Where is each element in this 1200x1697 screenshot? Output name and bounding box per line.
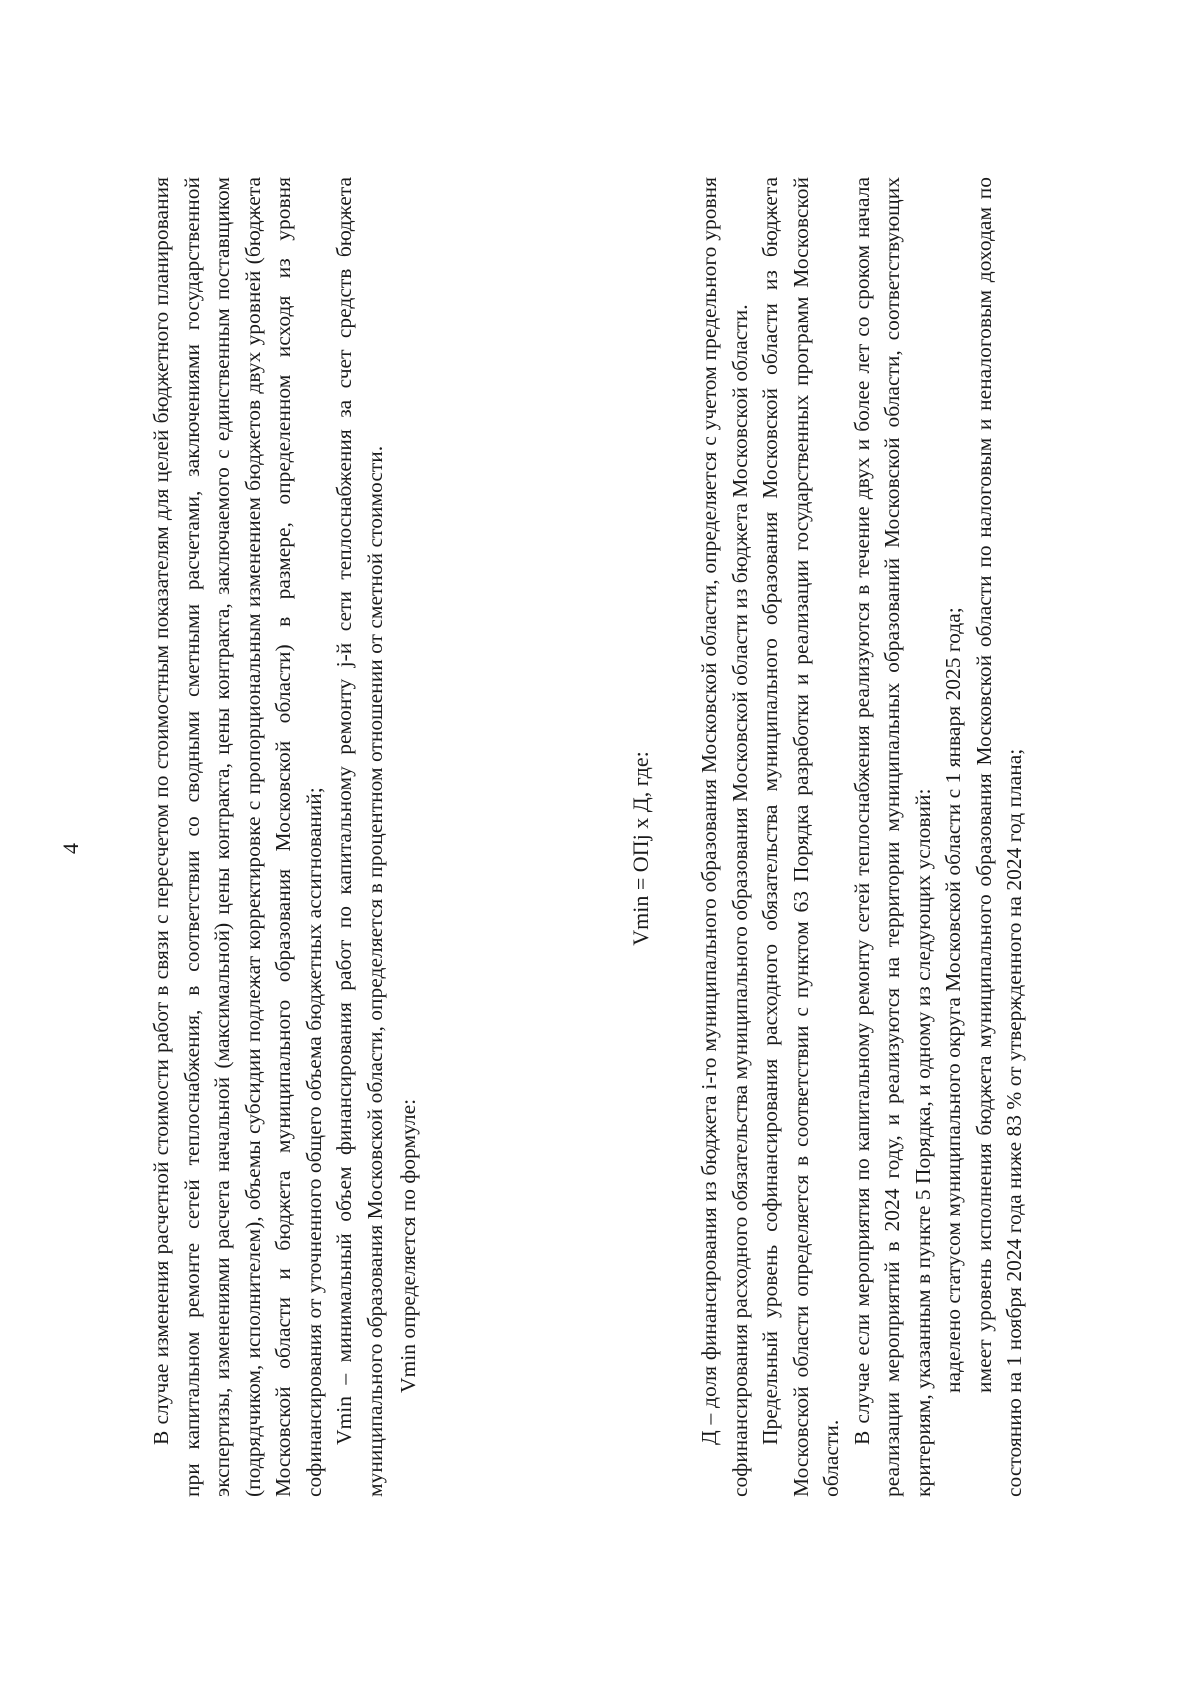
- page-number: 4: [58, 843, 83, 854]
- text-block-top: [146, 177, 424, 1497]
- paragraph: имеет уровень исполнения бюджета муниципального образования Московской области по налоговым и неналоговым доходам по состоянию на 1 ноября 2024 года ниже 83 % от утвержденного на 2024 год плана;: [971, 177, 1026, 1497]
- paragraph: Vmin – минимальный объем финансирования работ по капитальному ремонту j-й сети теплоснабжения за счет средств бюджета муниципального образования Московской области, определяется в процентном отношении от сметной стоимости.: [332, 177, 387, 1497]
- paragraph: В случае если мероприятия по капитальному ремонту сетей теплоснабжения реализуются в течение двух и более лет со сроком начала реализации мероприятий в 2024 году, и реализуются на территории муниципальных образований Московской области, соответствующих критериям, указанным в пункте 5 Порядка, и одному из следующих условий:: [849, 177, 935, 1497]
- paragraph: наделено статусом муниципального округа Московской области с 1 января 2025 года;: [941, 607, 965, 1393]
- formula: Vmin = ОПj х Д, где:: [628, 751, 653, 946]
- paragraph: Vmin определяется по формуле:: [396, 1098, 420, 1393]
- text-block-bottom: [694, 177, 1030, 1497]
- paragraph: Предельный уровень софинансирования расходного обязательства муниципального образования Московской области из бюджета Московской области определяется в соответствии с пунктом 63 Порядка разработки и реализации государственных программ Московской области.: [758, 177, 843, 1497]
- paragraph: В случае изменения расчетной стоимости работ в связи с пересчетом по стоимостным показателям для целей бюджетного планирования при капитальном ремонте сетей теплоснабжения, в соответствии со сводными сметными расчетами, заключениями государственной экспертизы, изменениями расчета начальной (максимальной) цены контракта, цены контракта, заключаемого с единственным поставщиком (подрядчиком, исполнителем), объемы субсидии подлежат корректировке с пропорциональным изменением бюджетов двух уровней (бюджета Московской области и бюджета муниципального образования Московской области) в размере, определенном исходя из уровня софинансирования от уточненного общего объема бюджетных ассигнований;: [149, 177, 326, 1497]
- paragraph: Д – доля финансирования из бюджета i-го муниципального образования Московской области, определяется с учетом предельного уровня софинансирования расходного обязательства муниципального образования Московской области из бюджета Московской области.: [697, 177, 752, 1497]
